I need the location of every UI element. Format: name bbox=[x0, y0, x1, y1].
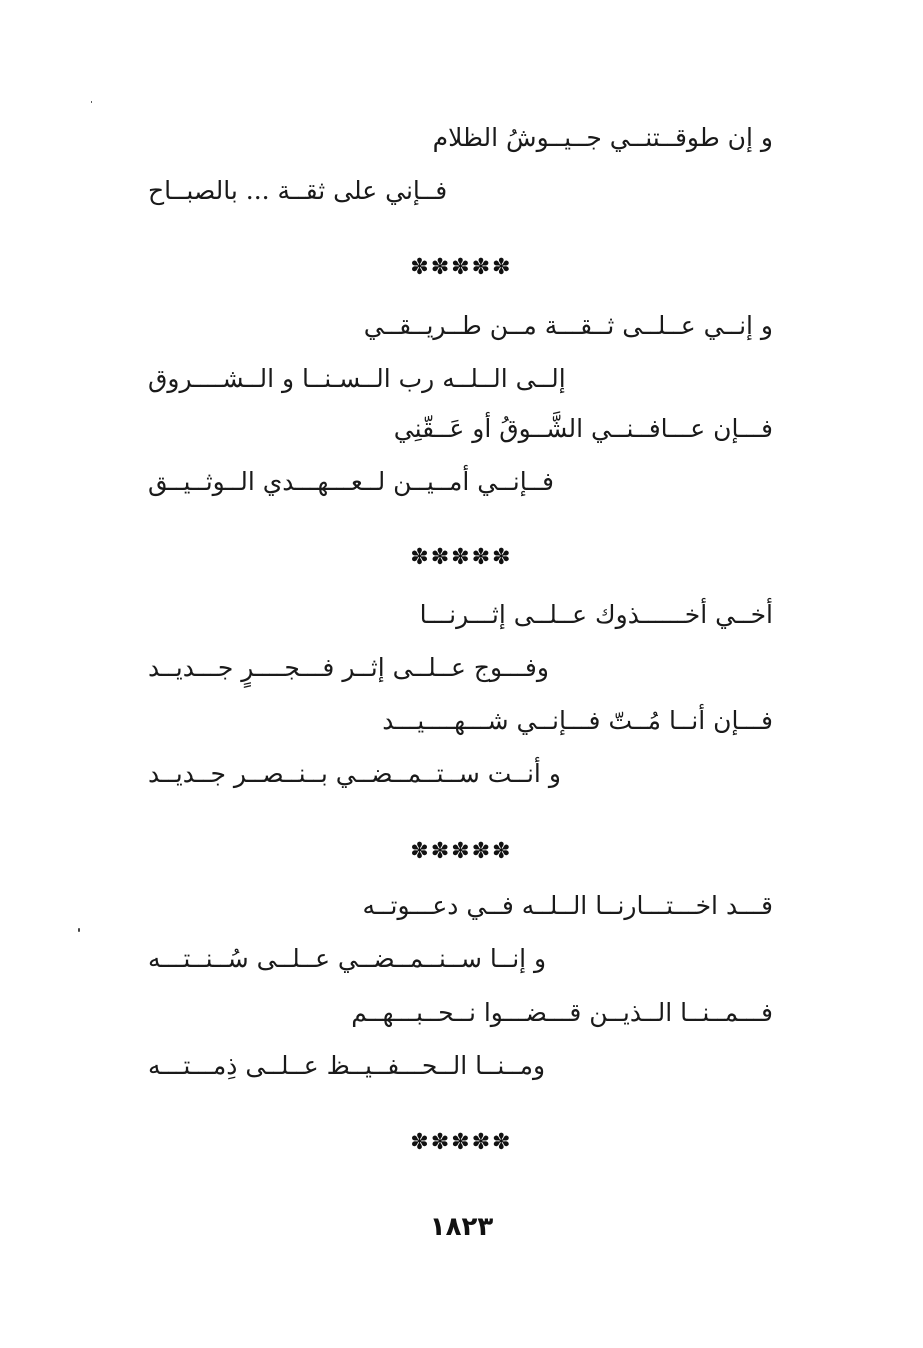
scan-speck bbox=[78, 928, 80, 932]
verse-line: أخــي أخــــــذوك عــلــى إثـــرنـــا bbox=[419, 600, 773, 629]
verse-line: فـــمــنــا الــذيــن قـــضـــوا نــحــبـــهــم bbox=[351, 998, 773, 1027]
stanza-separator: ✽✽✽✽✽ bbox=[410, 839, 513, 864]
scan-speck bbox=[91, 101, 92, 103]
stanza-separator: ✽✽✽✽✽ bbox=[410, 545, 513, 570]
verse-line: و إنــا ســنــمــضــي عــلــى سُــنــتـــه bbox=[148, 944, 547, 973]
verse-line: و إنــي عــلــى ثــقـــة مــن طــريــقــي bbox=[363, 311, 773, 340]
verse-line: فــإنــي أمــيــن لــعـــهـــدي الــوثــيــق bbox=[148, 467, 554, 496]
verse-line: إلــى الــلــه رب الــسـنــا و الــشــــروق bbox=[148, 364, 566, 393]
verse-line: قـــد اخـــتـــارنــا الــلــه فــي دعـــوتــه bbox=[362, 891, 773, 920]
verse-line: و أنــت ســتــمــضــي بــنــصــر جــديــد bbox=[148, 759, 561, 788]
verse-line: فــإني على ثقــة ... بالصبــاح bbox=[148, 176, 448, 205]
verse-line: وفـــوج عــلــى إثــر فـــجــــرٍ جـــديــد bbox=[148, 653, 549, 682]
page-number: ١٨٢٣ bbox=[429, 1212, 494, 1242]
verse-line: فـــإن عـــافــنــي الشَّــوقُ أو عَــقّنِي bbox=[393, 414, 773, 443]
verse-line: و إن طوقــتنــي جــيــوشُ الظلام bbox=[432, 123, 773, 152]
stanza-separator: ✽✽✽✽✽ bbox=[410, 255, 513, 280]
verse-line: ومــنــا الــحـــفــيــظ عــلــى ذِمـــتـــه bbox=[148, 1051, 546, 1080]
stanza-separator: ✽✽✽✽✽ bbox=[410, 1130, 513, 1155]
verse-line: فـــإن أنــا مُــتّ فـــإنــي شـــهــــيـــد bbox=[382, 706, 773, 735]
